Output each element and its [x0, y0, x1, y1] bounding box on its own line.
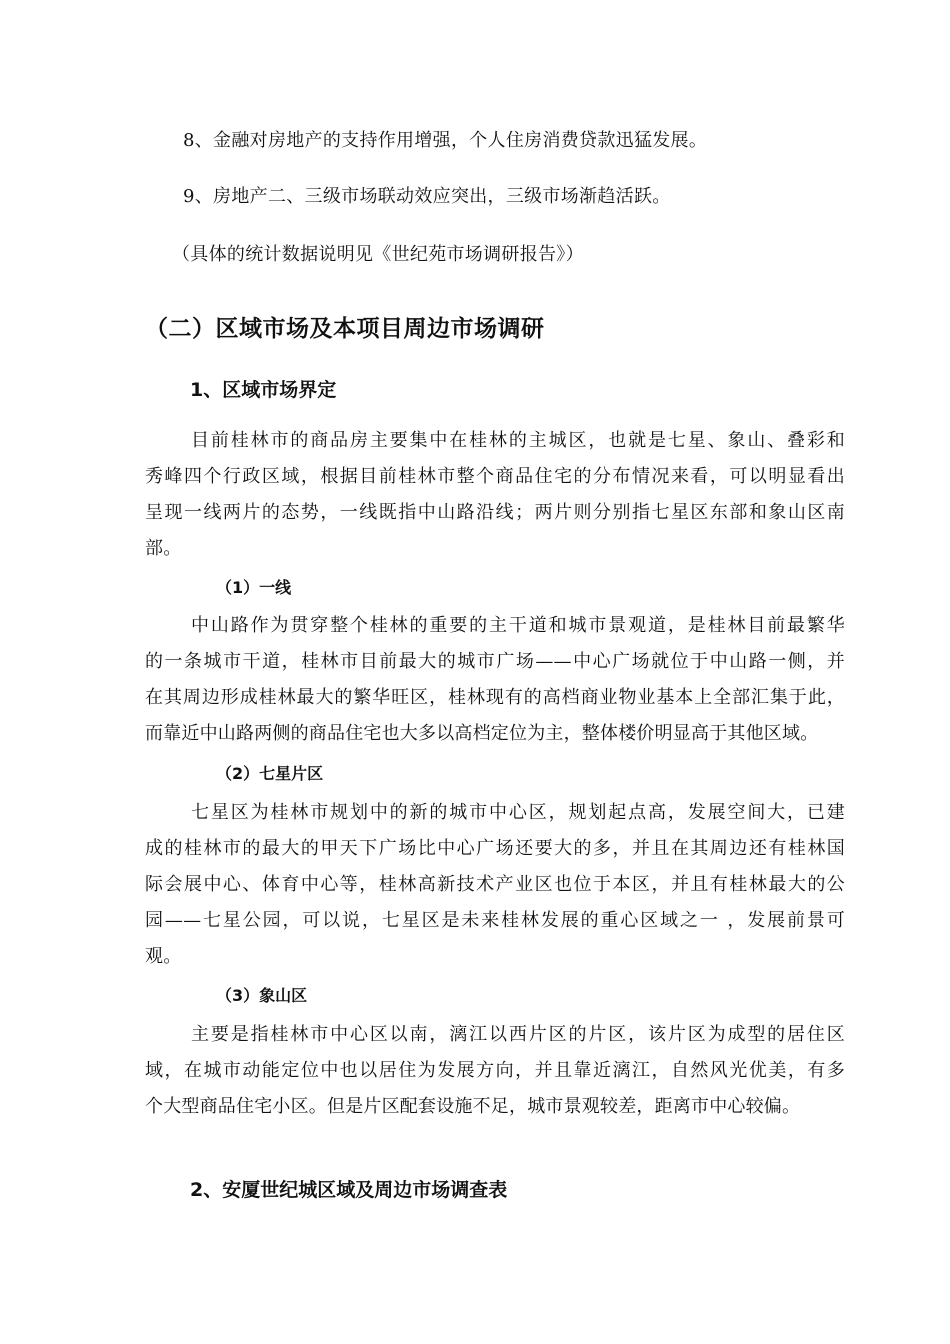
section-title: （二）区域市场及本项目周边市场调研 [145, 316, 545, 342]
paragraph-line: 部。 [145, 538, 182, 559]
paragraph-line: 际会展中心、体育中心等，桂林高新技术产业区也位于本区，并且有桂林最大的公 [145, 874, 845, 895]
list-item-8: 8、金融对房地产的支持作用增强，个人住房消费贷款迅猛发展。 [183, 130, 708, 151]
area-heading-xiangshan: （3）象山区 [216, 986, 308, 1005]
area-paragraph-xiangshan [145, 1017, 845, 1125]
paragraph-line: 中山路作为贯穿整个桂林的重要的主干道和城市景观道，是桂林目前最繁华 [191, 615, 845, 636]
paragraph-line: 在其周边形成桂林最大的繁华旺区，桂林现有的高档商业物业基本上全部汇集于此， [145, 687, 845, 708]
subsection-heading-2: 2、安厦世纪城区域及周边市场调查表 [190, 1179, 508, 1201]
paragraph-line: 而靠近中山路两侧的商品住宅也大多以高档定位为主，整体楼价明显高于其他区域。 [145, 723, 819, 744]
intro-paragraph [145, 423, 845, 567]
area-paragraph-yixian [145, 608, 845, 752]
paragraph-line: 个大型商品住宅小区。但是片区配套设施不足，城市景观较差，距离市中心较偏。 [145, 1096, 801, 1117]
paragraph-line: 目前桂林市的商品房主要集中在桂林的主城区，也就是七星、象山、叠彩和 [191, 430, 845, 451]
paragraph-line: 呈现一线两片的态势，一线既指中山路沿线；两片则分别指七星区东部和象山区南 [145, 502, 845, 523]
list-item-9: 9、房地产二、三级市场联动效应突出，三级市场渐趋活跃。 [183, 186, 671, 207]
paragraph-line: 成的桂林市的最大的甲天下广场比中心广场还要大的多，并且在其周边还有桂林国 [145, 838, 845, 859]
data-source-note: （具体的统计数据说明见《世纪苑市场调研报告》） [172, 244, 584, 265]
paragraph-line: 的一条城市干道，桂林市目前最大的城市广场——中心广场就位于中山路一侧，并 [145, 651, 845, 672]
paragraph-line: 秀峰四个行政区域，根据目前桂林市整个商品住宅的分布情况来看，可以明显看出 [145, 466, 845, 487]
subsection-heading-1: 1、区域市场界定 [190, 379, 337, 401]
paragraph-line: 域，在城市动能定位中也以居住为发展方向，并且靠近漓江，自然风光优美，有多 [145, 1060, 845, 1081]
paragraph-line: 主要是指桂林市中心区以南，漓江以西片区的片区，该片区为成型的居住区 [191, 1024, 845, 1045]
paragraph-line: 观。 [145, 946, 182, 967]
area-heading-qixing: （2）七星片区 [216, 764, 324, 783]
area-paragraph-qixing [145, 795, 845, 975]
area-heading-yixian: （1）一线 [216, 578, 292, 597]
paragraph-line: 园——七星公园，可以说，七星区是未来桂林发展的重心区域之一 ，发展前景可 [145, 910, 845, 931]
paragraph-line: 七星区为桂林市规划中的新的城市中心区，规划起点高，发展空间大，已建 [191, 802, 845, 823]
